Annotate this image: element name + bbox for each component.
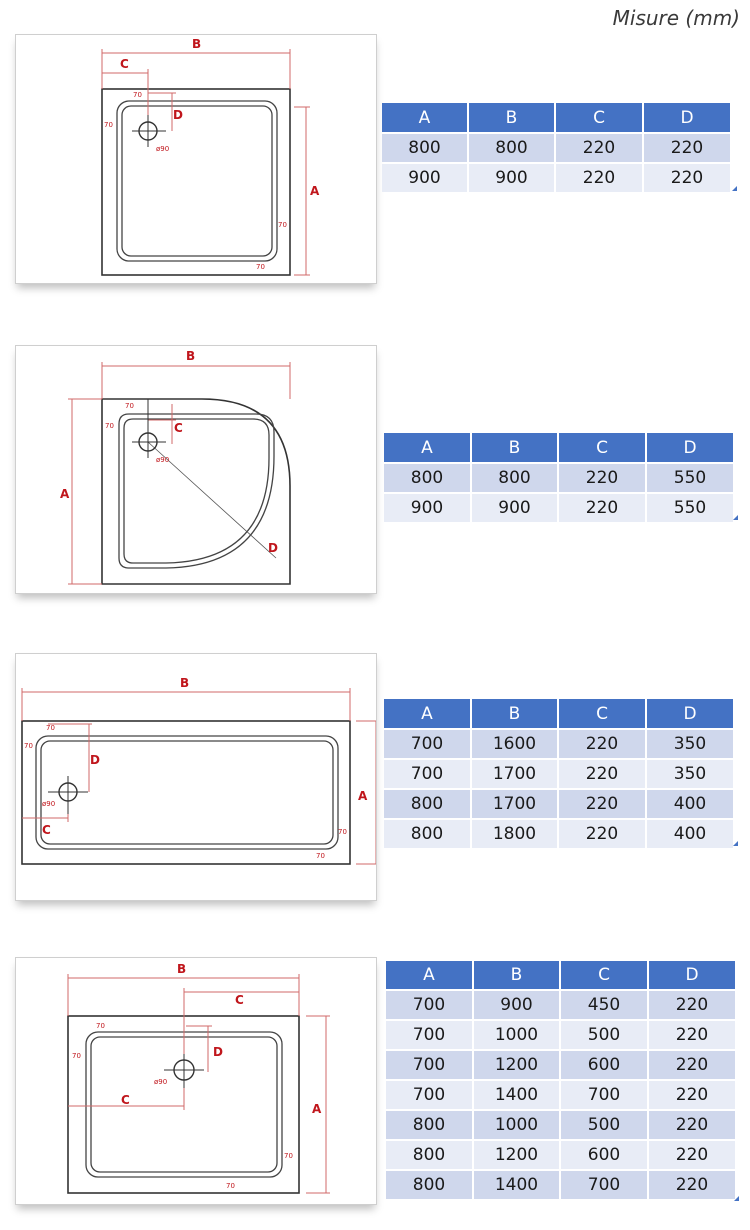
cell: 1000 (474, 1111, 559, 1139)
cell: 800 (386, 1141, 472, 1169)
cell: 700 (561, 1081, 647, 1109)
cell: 900 (472, 494, 557, 522)
rect-tray-center-drain-drawing (15, 957, 377, 1205)
cell: 700 (561, 1171, 647, 1199)
table-row (384, 464, 733, 492)
cell: 220 (644, 134, 730, 162)
spec-table-2 (382, 431, 735, 524)
col-c: C (556, 103, 642, 132)
cell: 220 (649, 1081, 735, 1109)
cell: 1200 (474, 1051, 559, 1079)
dim-label-a: A (60, 487, 70, 501)
cell: 220 (556, 164, 642, 192)
cell: 800 (384, 820, 470, 848)
table-resize-handle (733, 515, 738, 520)
margin-70-left: 70 (104, 121, 113, 129)
drain-diameter: ø90 (42, 800, 56, 808)
cell: 900 (474, 991, 559, 1019)
margin-70-bottom: 70 (256, 263, 265, 271)
spec-table-3 (382, 697, 735, 850)
spec-table-4 (384, 959, 737, 1201)
cell: 1600 (472, 730, 557, 758)
cell: 220 (649, 1051, 735, 1079)
margin-70-left: 70 (24, 742, 33, 750)
margin-70-top: 70 (96, 1022, 105, 1030)
dim-label-b: B (186, 349, 196, 363)
cell: 450 (561, 991, 647, 1019)
table-row (386, 1141, 735, 1169)
dim-label-c-top: C (235, 993, 244, 1007)
cell: 220 (559, 790, 645, 818)
long-rect-tray-svg (16, 654, 376, 900)
cell: 220 (644, 164, 730, 192)
cell: 700 (386, 991, 472, 1019)
cell: 350 (647, 760, 733, 788)
dim-label-d: D (213, 1045, 223, 1059)
col-a: A (382, 103, 467, 132)
table-resize-handle (734, 1196, 739, 1201)
table-row (382, 134, 730, 162)
col-d: D (649, 961, 735, 989)
cell: 400 (647, 790, 733, 818)
margin-70-top: 70 (125, 402, 134, 410)
dim-label-c: C (42, 823, 51, 837)
cell: 800 (472, 464, 557, 492)
cell: 500 (561, 1021, 647, 1049)
cell: 1700 (472, 760, 557, 788)
cell: 400 (647, 820, 733, 848)
table-row (386, 1111, 735, 1139)
dim-label-a: A (310, 184, 320, 198)
cell: 700 (384, 760, 470, 788)
cell: 700 (386, 1021, 472, 1049)
quadrant-tray-drawing (15, 345, 377, 594)
table-row (386, 1081, 735, 1109)
cell: 800 (386, 1111, 472, 1139)
margin-70-left: 70 (72, 1052, 81, 1060)
col-b: B (472, 699, 557, 728)
units-label: Misure (mm) (612, 6, 740, 30)
cell: 550 (647, 464, 733, 492)
dim-label-c: C (120, 57, 129, 71)
dim-label-b: B (180, 676, 190, 690)
quadrant-tray-svg (16, 346, 376, 593)
table-row (386, 1171, 735, 1199)
cell: 1800 (472, 820, 557, 848)
cell: 220 (559, 730, 645, 758)
col-b: B (472, 433, 557, 462)
table-resize-handle (732, 186, 737, 191)
tray-outline (102, 399, 290, 584)
margin-70-right: 70 (278, 221, 287, 229)
dim-label-d: D (268, 541, 278, 555)
col-c: C (559, 433, 645, 462)
col-a: A (384, 699, 470, 728)
table-row (382, 164, 730, 192)
cell: 900 (384, 494, 470, 522)
margin-70-top: 70 (46, 724, 55, 732)
col-a: A (386, 961, 472, 989)
cell: 900 (469, 164, 554, 192)
cell: 700 (384, 730, 470, 758)
table-resize-handle (733, 841, 738, 846)
drain-diameter: ø90 (154, 1078, 168, 1086)
cell: 1400 (474, 1171, 559, 1199)
col-d: D (647, 699, 733, 728)
cell: 220 (556, 134, 642, 162)
table-row (384, 820, 733, 848)
margin-70-bottom: 70 (226, 1182, 235, 1190)
spec-table-1 (380, 101, 732, 194)
col-a: A (384, 433, 470, 462)
cell: 800 (384, 790, 470, 818)
margin-70-left: 70 (105, 422, 114, 430)
cell: 1700 (472, 790, 557, 818)
cell: 1000 (474, 1021, 559, 1049)
cell: 220 (559, 760, 645, 788)
cell: 800 (382, 134, 467, 162)
square-tray-drawing (15, 34, 377, 284)
table-row (384, 730, 733, 758)
cell: 350 (647, 730, 733, 758)
dim-label-a: A (358, 789, 368, 803)
drain-diameter: ø90 (156, 145, 170, 153)
cell: 1400 (474, 1081, 559, 1109)
cell: 220 (559, 820, 645, 848)
cell: 220 (649, 1021, 735, 1049)
table-row (386, 1021, 735, 1049)
cell: 700 (386, 1081, 472, 1109)
cell: 600 (561, 1141, 647, 1169)
table-row (384, 760, 733, 788)
col-c: C (561, 961, 647, 989)
dim-label-c: C (174, 421, 183, 435)
cell: 500 (561, 1111, 647, 1139)
cell: 800 (384, 464, 470, 492)
cell: 800 (386, 1171, 472, 1199)
cell: 1200 (474, 1141, 559, 1169)
col-d: D (644, 103, 730, 132)
cell: 220 (649, 1141, 735, 1169)
margin-70-top: 70 (133, 91, 142, 99)
cell: 220 (649, 1111, 735, 1139)
dim-label-b: B (192, 37, 202, 51)
drain-diameter: ø90 (156, 456, 170, 464)
cell: 550 (647, 494, 733, 522)
tray-outline (102, 89, 290, 275)
dim-label-c-bottom: C (121, 1093, 130, 1107)
cell: 220 (649, 991, 735, 1019)
cell: 700 (386, 1051, 472, 1079)
table-row (386, 991, 735, 1019)
col-b: B (474, 961, 559, 989)
col-d: D (647, 433, 733, 462)
col-b: B (469, 103, 554, 132)
cell: 600 (561, 1051, 647, 1079)
cell: 220 (649, 1171, 735, 1199)
dim-label-b: B (177, 962, 187, 976)
margin-70-right: 70 (284, 1152, 293, 1160)
table-row (384, 790, 733, 818)
cell: 800 (469, 134, 554, 162)
rect-tray-center-drain-svg (16, 958, 376, 1204)
table-row (384, 494, 733, 522)
table-row (386, 1051, 735, 1079)
dim-label-d: D (90, 753, 100, 767)
margin-70-right: 70 (338, 828, 347, 836)
cell: 220 (559, 494, 645, 522)
col-c: C (559, 699, 645, 728)
long-rect-tray-drawing (15, 653, 377, 901)
dim-label-a: A (312, 1102, 322, 1116)
cell: 900 (382, 164, 467, 192)
square-tray-svg (16, 35, 376, 283)
cell: 220 (559, 464, 645, 492)
dim-label-d: D (173, 108, 183, 122)
margin-70-bottom: 70 (316, 852, 325, 860)
